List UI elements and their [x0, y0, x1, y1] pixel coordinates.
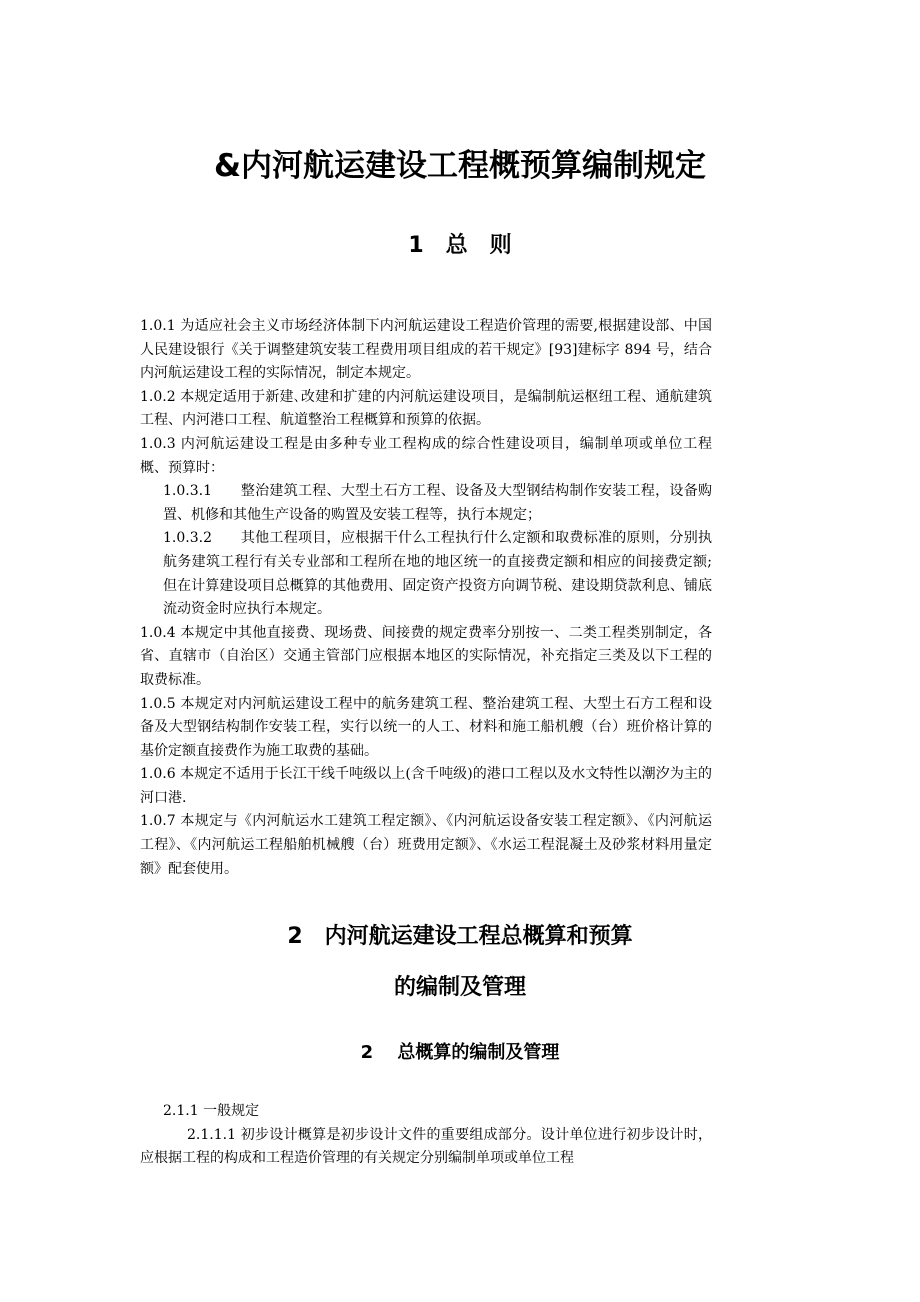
paragraph-1-0-3-2: 1.0.3.2 其他工程项目，应根据干什么工程执行什么定额和取费标准的原则，分别执航务建筑工程行有关专业部和工程所在地的地区统一的直接费定额和相应的间接费定额; 但在计算建设项目总概算的其他费用、固定资产投资方向调节税、建设期贷款利息、铺底流动资金时应执行本规定。 [163, 530, 712, 618]
document-title: &内河航运建设工程概预算编制规定 [213, 148, 707, 184]
paragraph-1-0-6: 1.0.6 本规定不适用于长江干线千吨级以上(含千吨级)的港口工程以及水文特性以潮汐为主的河口港. [140, 766, 712, 806]
paragraph-1-0-2: 1.0.2 本规定适用于新建､改建和扩建的内河航运建设项目，是编制航运枢纽工程、通航建筑工程、内河港口工程、航道整治工程概算和预算的依据。 [140, 388, 712, 429]
chapter-1-heading: 1 总 则 [408, 233, 512, 258]
paragraph-1-0-3-1: 1.0.3.1 整治建筑工程、大型土石方工程、设备及大型钢结构制作安装工程，设备购置、机修和其他生产设备的购置及安装工程等，执行本规定； [163, 483, 712, 523]
paragraph-1-0-5: 1.0.5 本规定对内河航运建设工程中的航务建筑工程、整治建筑工程、大型土石方工程和设备及大型钢结构制作安装工程，实行以统一的人工、材料和施工船机艘（台）班价格计算的基价定额直接费作为施工取费的基础。 [140, 695, 712, 759]
section-2-heading: 2 总概算的编制及管理 [360, 1042, 560, 1063]
paragraph-2-1-1-1: 2.1.1.1 初步设计概算是初步设计文件的重要组成部分。设计单位进行初步设计时，应根据工程的构成和工程造价管理的有关规定分别编制单项或单位工程 [140, 1126, 712, 1167]
paragraph-1-0-7: 1.0.7 本规定与《内河航运水工建筑工程定额》、《内河航运设备安装工程定额》、《内河航运工程》、《内河航运工程船舶机械艘（台）班费用定额》、《水运工程混凝土及砂浆材料用量定额》配套使用。 [140, 813, 712, 877]
chapter-2-heading-line-2: 的编制及管理 [393, 975, 526, 1000]
chapter-2-heading-line-1: 2 内河航运建设工程总概算和预算 [287, 924, 633, 949]
paragraph-1-0-4: 1.0.4 本规定中其他直接费、现场费、间接费的规定费率分别按一、二类工程类别制定，各省、直辖市（自治区）交通主管部门应根据本地区的实际情况，补充指定三类及以下工程的取费标准。 [140, 624, 712, 688]
subsection-2-1-1: 2.1.1 一般规定 [163, 1103, 260, 1119]
paragraph-1-0-1: 1.0.1 为适应社会主义市场经济体制下内河航运建设工程造价管理的需要,根据建设部、中国人民建设银行《关于调整建筑安装工程费用项目组成的若干规定》[93]建标字 894 号，结合内河航运建设工程的实际情况，制定本规定。 [140, 318, 712, 382]
chapter-1-body [140, 315, 712, 881]
paragraph-1-0-3: 1.0.3 内河航运建设工程是由多种专业工程构成的综合性建设项目，编制单项或单位工程概、预算时： [140, 435, 712, 476]
section-2-body [140, 1100, 712, 1171]
chapter-2-heading [0, 920, 920, 1005]
